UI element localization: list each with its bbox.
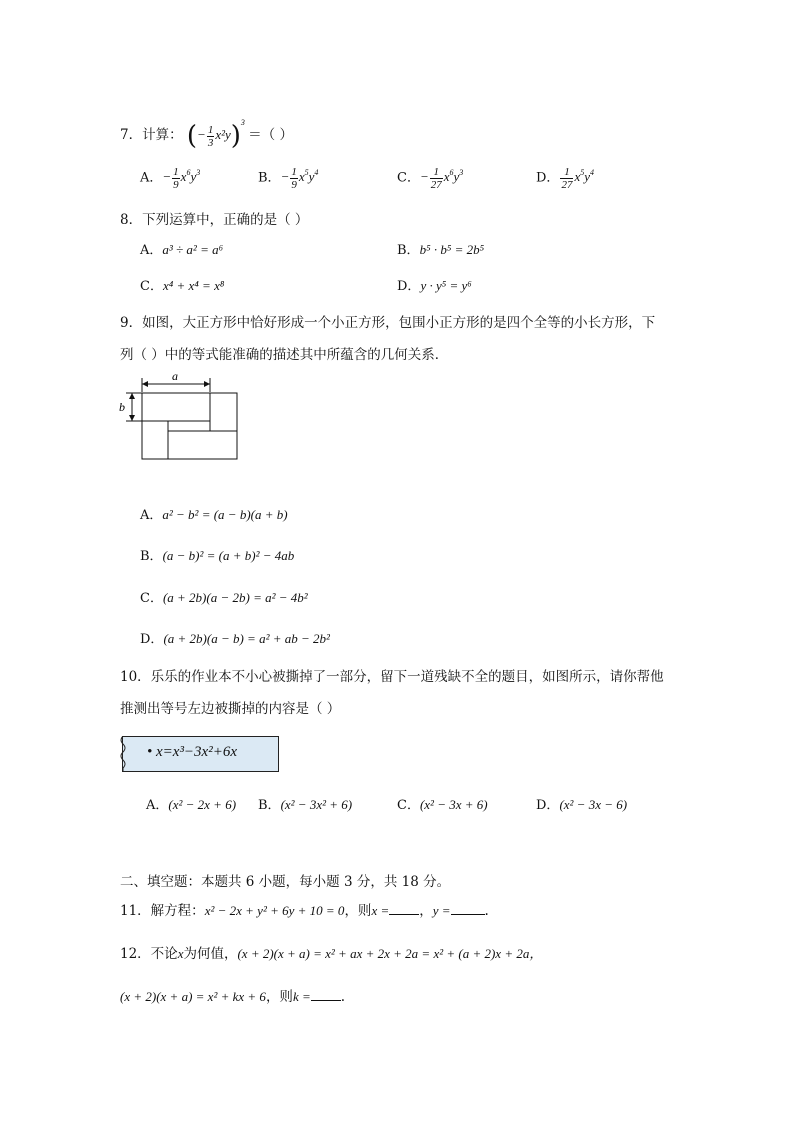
q7-answer-paren: ＝（ ） (248, 127, 293, 143)
q9-option-d: D．(a + 2b)(a − b) = a² + ab − 2b² (140, 631, 330, 647)
q9-square-diagram (118, 368, 248, 464)
q8-option-d: D．y · y⁵ = y⁶ (397, 278, 472, 294)
q10-option-b: B．(x² − 3x² + 6) (258, 797, 353, 813)
q10-stem-line2: 推测出等号左边被撕掉的内容是（ ） (120, 701, 341, 717)
q11-y-blank[interactable] (451, 904, 485, 915)
section-heading: 二、填空题：本题共 6 小题，每小题 3 分，共 18 分。 (120, 874, 451, 890)
q8-option-c: C．x⁴ + x⁴ = x⁸ (140, 278, 225, 294)
q9-stem-line2: 列（ ）中的等式能准确的描述其中所蕴含的几何关系． (120, 347, 449, 363)
q9-option-a: A．a² − b² = (a − b)(a + b) (140, 507, 288, 523)
q7-option-a: A．− $\frac{1}{9}$ $x^6y^3$ (140, 166, 201, 191)
q9-stem-line1: 9．如图，大正方形中恰好形成一个小正方形，包围小正方形的是四个全等的小长方形，下 (120, 315, 656, 331)
q8-option-a: A．a³ ÷ a² = a⁶ (140, 242, 224, 258)
label-b: b (119, 400, 125, 414)
q7-option-b: B．− $\frac{1}{9}$ $x^5y^4$ (258, 166, 319, 191)
q7-expression: (− $\frac{1}{3}$ x²y)$^3$ (186, 118, 245, 152)
q12-k-blank[interactable] (311, 990, 341, 1001)
q10-stem-line1: 10．乐乐的作业本不小心被撕掉了一部分，留下一道残缺不全的题目，如图所示，请你帮他 (120, 669, 664, 685)
q7-option-d: D． $\frac{1}{27}$ $x^5y^4$ (536, 166, 594, 191)
q12-line2: (x + 2)(x + a) = x² + kx + 6，则k = . (120, 989, 346, 1005)
q8-option-b: B．b⁵ · b⁵ = 2b⁵ (397, 242, 485, 258)
q7-stem (120, 118, 293, 151)
q10-option-c: C．(x² − 3x + 6) (397, 797, 488, 813)
q8-stem: 8．下列运算中，正确的是（ ） (120, 212, 309, 228)
q12-line1: 12．不论x为何值，(x + 2)(x + a) = x² + ax + 2x + 2a = x² + (a + 2)x + 2a， (120, 946, 543, 962)
label-a: a (172, 369, 178, 383)
q7-label: 7．计算： (120, 127, 183, 143)
q10-option-a: A．(x² − 2x + 6) (146, 797, 237, 813)
q9-option-b: B．(a − b)² = (a + b)² − 4ab (140, 548, 295, 564)
scrap-equation: • x=x³−3x²+6x (147, 744, 237, 760)
q10-option-d: D．(x² − 3x − 6) (536, 797, 628, 813)
q7-option-c: C．− $\frac{1}{27}$ $x^6y^3$ (397, 166, 464, 191)
torn-edge (117, 736, 131, 772)
q11-stem: 11．解方程：x² − 2x + y² + 6y + 10 = 0，则x = ，y = . (120, 903, 489, 919)
torn-paper-scrap (122, 736, 279, 772)
q9-option-c: C．(a + 2b)(a − 2b) = a² − 4b² (140, 590, 308, 606)
q11-x-blank[interactable] (389, 904, 419, 915)
